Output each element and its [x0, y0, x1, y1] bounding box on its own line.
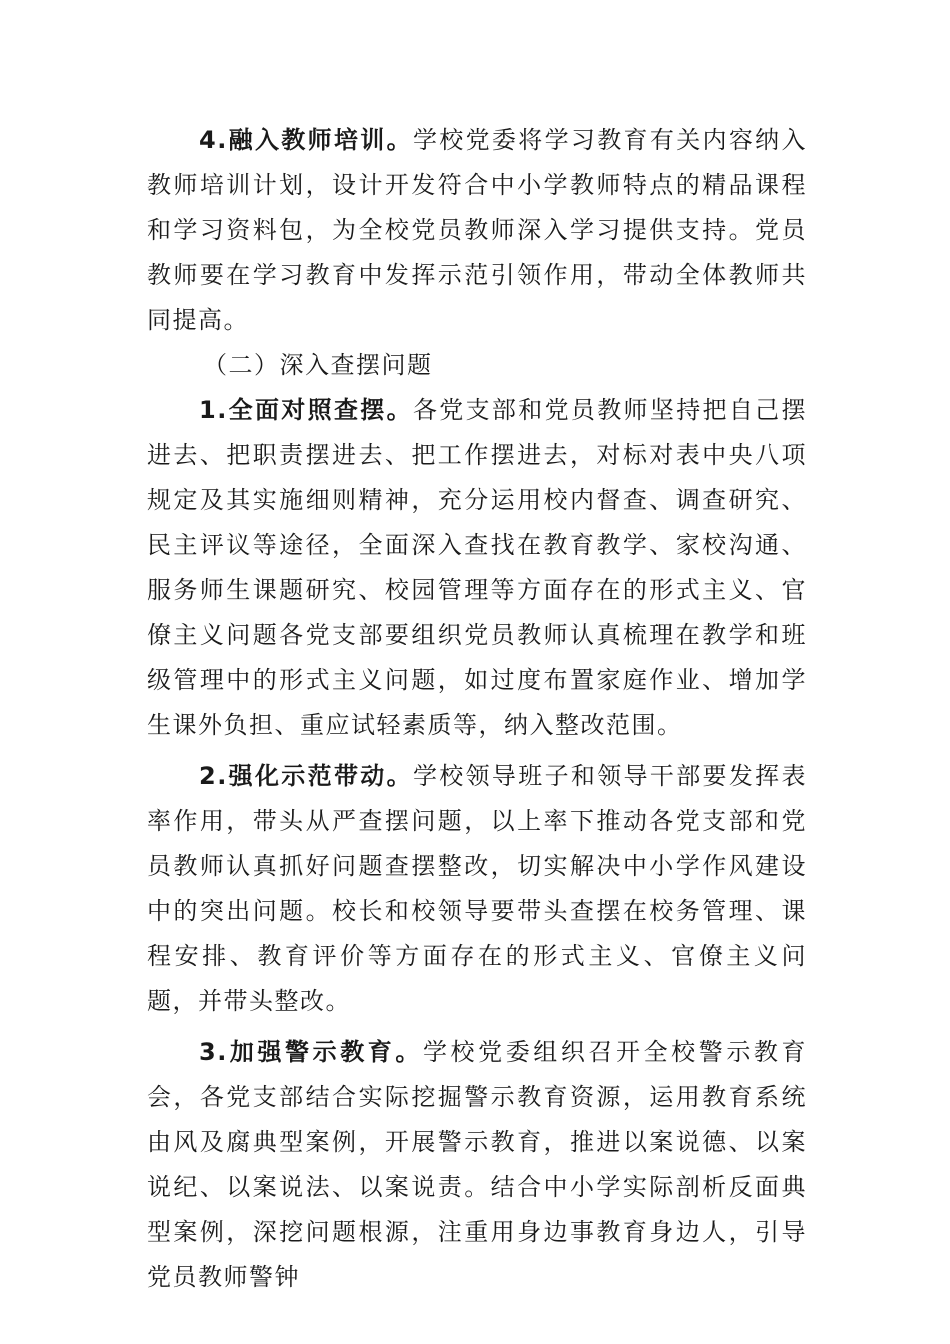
paragraph-comprehensive-check	[147, 388, 807, 748]
paragraph-body: 学校党委组织召开全校警示教育会，各党支部结合实际挖掘警示教育资源，运用教育系统由风及腐典型案例，开展警示教育，推进以案说德、以案说纪、以案说法、以案说责。结合中小学实际剖析反面典型案例，深挖问题根源，注重用身边事教育身边人，引导党员教师警钟	[147, 1038, 807, 1291]
paragraph-demonstration	[147, 754, 807, 1024]
paragraph-lead: 4.融入教师培训。	[199, 126, 413, 154]
paragraph-body: 学校领导班子和领导干部要发挥表率作用，带头从严查摆问题，以上率下推动各党支部和党员教师认真抓好问题查摆整改，切实解决中小学作风建设中的突出问题。校长和校领导要带头查摆在校务管理、课程安排、教育评价等方面存在的形式主义、官僚主义问题，并带头整改。	[147, 762, 808, 1015]
document-page	[147, 118, 807, 1300]
paragraph-lead: 1.全面对照查摆。	[199, 396, 413, 424]
paragraph-teacher-training	[147, 118, 807, 343]
paragraph-body: 各党支部和党员教师坚持把自己摆进去、把职责摆进去、把工作摆进去，对标对表中央八项规定及其实施细则精神，充分运用校内督查、调查研究、民主评议等途径，全面深入查找在教育教学、家校沟通、服务师生课题研究、校园管理等方面存在的形式主义、官僚主义问题各党支部要组织党员教师认真梳理在教学和班级管理中的形式主义问题，如过度布置家庭作业、增加学生课外负担、重应试轻素质等，纳入整改范围。	[147, 396, 808, 739]
paragraph-lead: 3.加强警示教育。	[199, 1038, 423, 1066]
paragraph-lead: 2.强化示范带动。	[199, 762, 413, 790]
paragraph-body: 学校党委将学习教育有关内容纳入教师培训计划，设计开发符合中小学教师特点的精品课程和学习资料包，为全校党员教师深入学习提供支持。党员教师要在学习教育中发挥示范引领作用，带动全体教师共同提高。	[147, 126, 808, 334]
paragraph-warning-education	[147, 1030, 807, 1300]
section-subheading: （二）深入查摆问题	[203, 351, 433, 379]
